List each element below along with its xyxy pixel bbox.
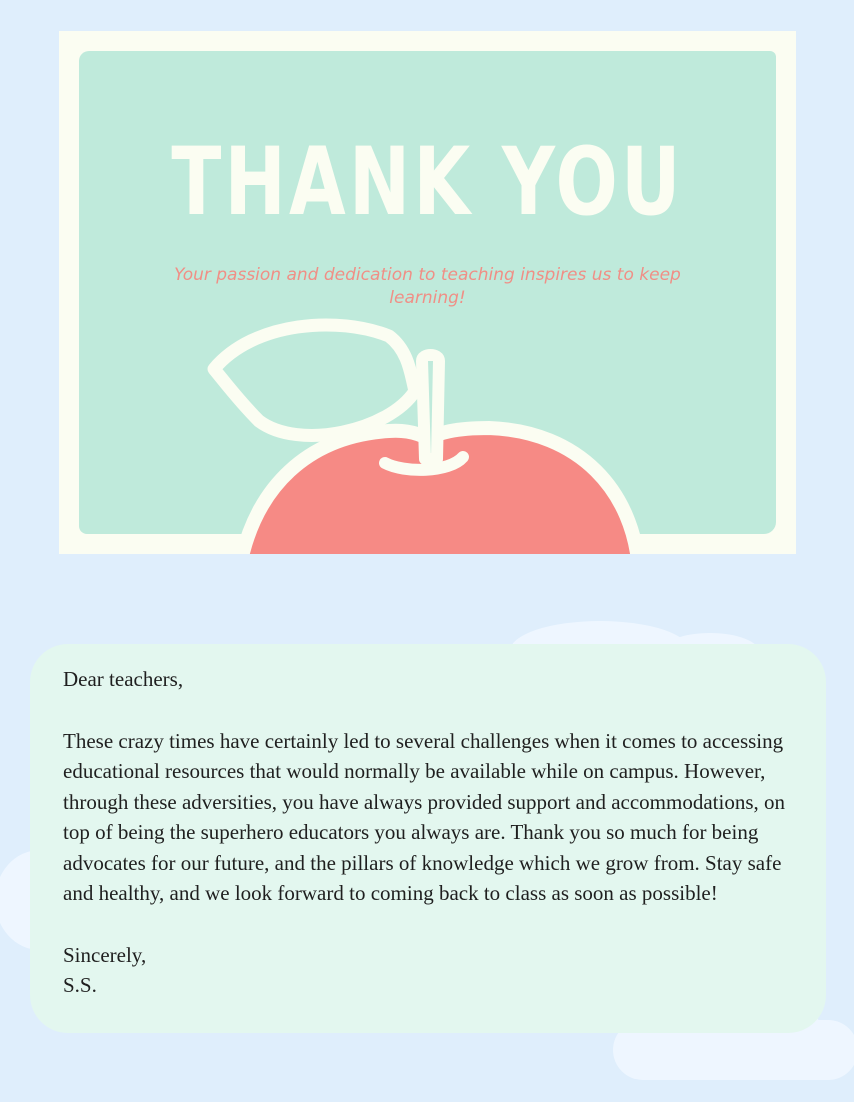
apple-icon bbox=[59, 31, 796, 554]
letter-signature: S.S. bbox=[63, 973, 97, 997]
card-subtitle: Your passion and dedication to teaching inspires us to keep learning! bbox=[174, 265, 681, 308]
letter bbox=[63, 664, 813, 1001]
apple-leaf bbox=[214, 325, 415, 435]
letter-body: These crazy times have certainly led to several challenges when it comes to accessing educational resources that would normally be available while on campus. However, through these adversities, you have always provided support and accommodations, on top of being the superhero educators you always are. Thank you so much for being advocates for our future, and the pillars of knowledge which we grow from. Stay safe and healthy, and we look forward to coming back to class as soon as possible! bbox=[63, 728, 785, 905]
card-title: THANK YOU bbox=[171, 128, 684, 237]
apple-stem bbox=[422, 355, 439, 459]
thank-you-card bbox=[59, 31, 796, 554]
letter-closing: Sincerely, bbox=[63, 942, 147, 967]
letter-greeting: Dear teachers, bbox=[63, 667, 184, 691]
